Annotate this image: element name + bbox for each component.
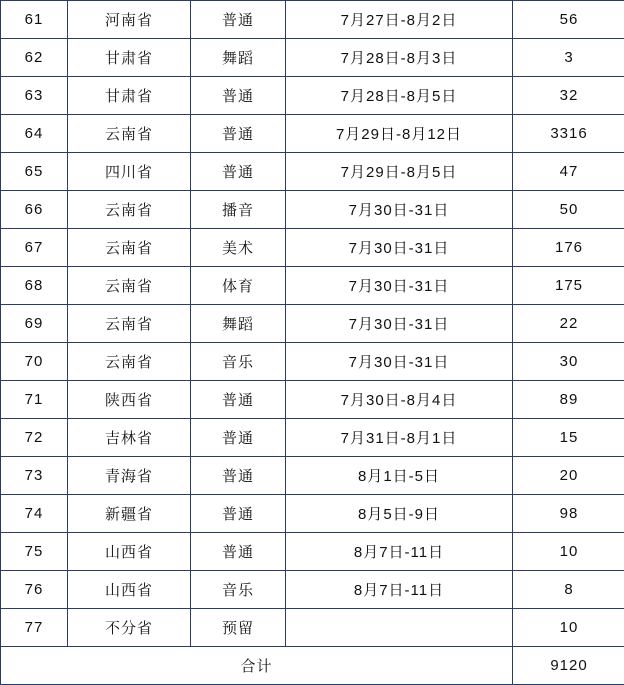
table-row — [1, 77, 624, 115]
cell-count: 98 — [513, 495, 624, 533]
cell-no: 69 — [1, 305, 68, 343]
table-body — [1, 1, 624, 685]
cell-no: 66 — [1, 191, 68, 229]
cell-type: 音乐 — [191, 343, 286, 381]
cell-region: 山西省 — [68, 571, 191, 609]
cell-type: 播音 — [191, 191, 286, 229]
cell-count: 3 — [513, 39, 624, 77]
total-label: 合计 — [1, 647, 513, 685]
table-row — [1, 1, 624, 39]
cell-type: 美术 — [191, 229, 286, 267]
cell-type: 体育 — [191, 267, 286, 305]
cell-no: 62 — [1, 39, 68, 77]
cell-date: 7月27日-8月2日 — [286, 1, 513, 39]
cell-type: 普通 — [191, 153, 286, 191]
cell-region: 四川省 — [68, 153, 191, 191]
table-row — [1, 191, 624, 229]
cell-date: 7月30日-31日 — [286, 267, 513, 305]
cell-no: 77 — [1, 609, 68, 647]
table-row — [1, 381, 624, 419]
cell-date: 7月29日-8月12日 — [286, 115, 513, 153]
table-row — [1, 495, 624, 533]
table-row — [1, 343, 624, 381]
cell-type: 音乐 — [191, 571, 286, 609]
cell-type: 普通 — [191, 533, 286, 571]
cell-date: 8月7日-11日 — [286, 571, 513, 609]
cell-date: 8月1日-5日 — [286, 457, 513, 495]
cell-no: 63 — [1, 77, 68, 115]
cell-date: 7月30日-31日 — [286, 343, 513, 381]
cell-count: 8 — [513, 571, 624, 609]
table-row — [1, 305, 624, 343]
cell-region: 吉林省 — [68, 419, 191, 457]
cell-count: 3316 — [513, 115, 624, 153]
cell-count: 10 — [513, 533, 624, 571]
cell-region: 青海省 — [68, 457, 191, 495]
cell-no: 71 — [1, 381, 68, 419]
cell-region: 云南省 — [68, 229, 191, 267]
cell-date: 7月30日-8月4日 — [286, 381, 513, 419]
cell-count: 22 — [513, 305, 624, 343]
table-row — [1, 229, 624, 267]
cell-type: 预留 — [191, 609, 286, 647]
table-row — [1, 153, 624, 191]
cell-no: 61 — [1, 1, 68, 39]
cell-no: 72 — [1, 419, 68, 457]
cell-count: 56 — [513, 1, 624, 39]
cell-region: 河南省 — [68, 1, 191, 39]
table-row — [1, 533, 624, 571]
cell-date: 7月28日-8月3日 — [286, 39, 513, 77]
table-row — [1, 39, 624, 77]
cell-date: 7月31日-8月1日 — [286, 419, 513, 457]
cell-no: 67 — [1, 229, 68, 267]
cell-type: 普通 — [191, 1, 286, 39]
cell-no: 68 — [1, 267, 68, 305]
table-row — [1, 267, 624, 305]
cell-region: 云南省 — [68, 343, 191, 381]
table-row — [1, 609, 624, 647]
cell-count: 20 — [513, 457, 624, 495]
total-value: 9120 — [513, 647, 624, 685]
table-row — [1, 115, 624, 153]
cell-count: 176 — [513, 229, 624, 267]
cell-date — [286, 609, 513, 647]
cell-count: 15 — [513, 419, 624, 457]
cell-region: 甘肃省 — [68, 39, 191, 77]
cell-region: 云南省 — [68, 115, 191, 153]
cell-no: 70 — [1, 343, 68, 381]
cell-count: 10 — [513, 609, 624, 647]
cell-no: 76 — [1, 571, 68, 609]
cell-region: 新疆省 — [68, 495, 191, 533]
cell-region: 山西省 — [68, 533, 191, 571]
cell-date: 7月29日-8月5日 — [286, 153, 513, 191]
cell-no: 73 — [1, 457, 68, 495]
cell-no: 65 — [1, 153, 68, 191]
cell-region: 不分省 — [68, 609, 191, 647]
cell-date: 7月30日-31日 — [286, 191, 513, 229]
cell-count: 32 — [513, 77, 624, 115]
cell-date: 8月7日-11日 — [286, 533, 513, 571]
cell-date: 8月5日-9日 — [286, 495, 513, 533]
table-row — [1, 419, 624, 457]
table-row — [1, 571, 624, 609]
table-total-row — [1, 647, 624, 685]
cell-type: 普通 — [191, 419, 286, 457]
cell-region: 云南省 — [68, 191, 191, 229]
cell-type: 普通 — [191, 457, 286, 495]
cell-count: 50 — [513, 191, 624, 229]
cell-no: 75 — [1, 533, 68, 571]
table-row — [1, 457, 624, 495]
cell-no: 74 — [1, 495, 68, 533]
cell-count: 175 — [513, 267, 624, 305]
cell-date: 7月30日-31日 — [286, 229, 513, 267]
cell-type: 普通 — [191, 77, 286, 115]
cell-date: 7月28日-8月5日 — [286, 77, 513, 115]
cell-type: 舞蹈 — [191, 39, 286, 77]
cell-region: 云南省 — [68, 305, 191, 343]
cell-type: 普通 — [191, 381, 286, 419]
cell-count: 30 — [513, 343, 624, 381]
cell-region: 云南省 — [68, 267, 191, 305]
cell-type: 舞蹈 — [191, 305, 286, 343]
cell-region: 陕西省 — [68, 381, 191, 419]
cell-count: 47 — [513, 153, 624, 191]
cell-date: 7月30日-31日 — [286, 305, 513, 343]
cell-type: 普通 — [191, 495, 286, 533]
cell-type: 普通 — [191, 115, 286, 153]
cell-count: 89 — [513, 381, 624, 419]
cell-no: 64 — [1, 115, 68, 153]
cell-region: 甘肃省 — [68, 77, 191, 115]
